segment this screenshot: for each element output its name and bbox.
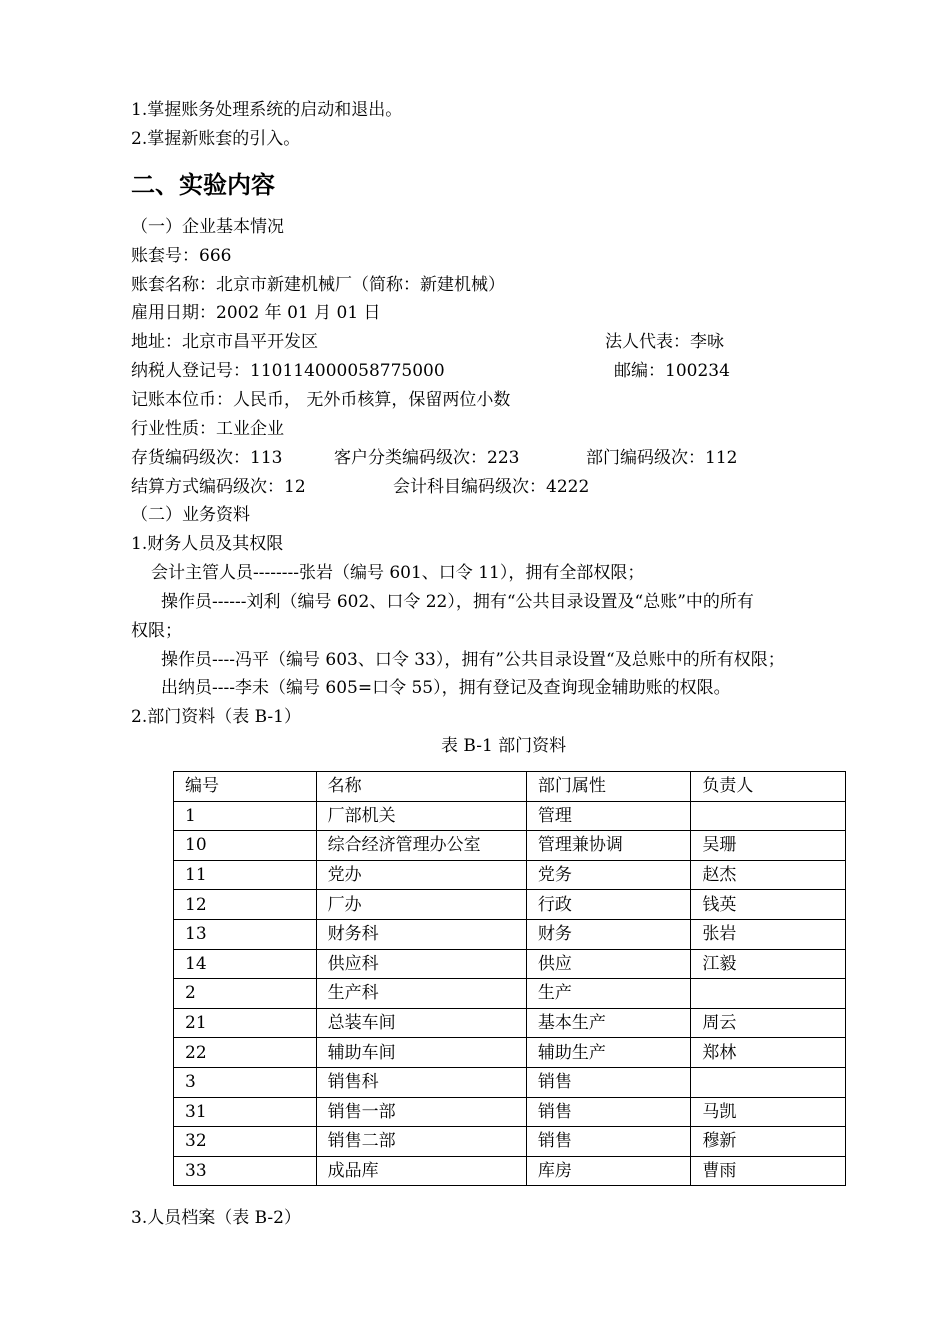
cell-name: 辅助车间	[316, 1038, 526, 1068]
table-caption: 表 B-1 部门资料	[441, 736, 567, 756]
cell-manager: 曹雨	[691, 1156, 846, 1186]
cell-attr: 财务	[526, 919, 691, 949]
cell-name: 厂部机关	[316, 801, 526, 831]
account-no: 账套号：666	[131, 246, 232, 266]
objective-2: 2.掌握新账套的引入。	[131, 129, 301, 149]
cell-manager: 赵杰	[691, 860, 846, 890]
legal-rep: 法人代表：李咏	[605, 332, 724, 352]
cell-manager	[691, 801, 846, 831]
header-manager: 负责人	[691, 772, 846, 802]
cell-code: 2	[174, 979, 317, 1009]
cell-code: 31	[174, 1097, 317, 1127]
cell-attr: 库房	[526, 1156, 691, 1186]
customer-code: 客户分类编码级次：223	[334, 448, 520, 468]
cell-manager	[691, 979, 846, 1009]
address: 地址：北京市昌平开发区	[131, 332, 318, 352]
cell-code: 14	[174, 949, 317, 979]
cell-name: 销售一部	[316, 1097, 526, 1127]
cell-name: 厂办	[316, 890, 526, 920]
table-row	[174, 1067, 846, 1097]
table-row	[174, 1008, 846, 1038]
dept-code: 部门编码级次：112	[586, 448, 738, 468]
cell-name: 总装车间	[316, 1008, 526, 1038]
header-attr: 部门属性	[526, 772, 691, 802]
enterprise-heading: （一）企业基本情况	[131, 217, 284, 237]
cell-code: 21	[174, 1008, 317, 1038]
cell-attr: 生产	[526, 979, 691, 1009]
cell-name: 综合经济管理办公室	[316, 831, 526, 861]
cell-attr: 管理兼协调	[526, 831, 691, 861]
cell-code: 10	[174, 831, 317, 861]
table-row	[174, 919, 846, 949]
cell-name: 销售科	[316, 1067, 526, 1097]
cell-code: 32	[174, 1127, 317, 1157]
cell-manager: 马凯	[691, 1097, 846, 1127]
cell-attr: 基本生产	[526, 1008, 691, 1038]
cell-code: 3	[174, 1067, 317, 1097]
table-row	[174, 1127, 846, 1157]
cell-code: 11	[174, 860, 317, 890]
cell-attr: 辅助生产	[526, 1038, 691, 1068]
staff-line-2a: 操作员------刘利（编号 602、口令 22），拥有“公共目录设置及“总账”中的所有	[161, 592, 754, 612]
cell-manager: 穆新	[691, 1127, 846, 1157]
cell-manager: 周云	[691, 1008, 846, 1038]
account-name: 账套名称：北京市新建机械厂（简称：新建机械）	[131, 275, 505, 295]
subject-code: 会计科目编码级次：4222	[393, 477, 590, 497]
cell-name: 党办	[316, 860, 526, 890]
start-date: 雇用日期：2002 年 01 月 01 日	[131, 303, 381, 323]
cell-code: 12	[174, 890, 317, 920]
tax-id: 纳税人登记号：110114000058775000	[131, 361, 445, 381]
table-row	[174, 1097, 846, 1127]
cell-name: 供应科	[316, 949, 526, 979]
cell-code: 33	[174, 1156, 317, 1186]
staff-line-4: 出纳员----李未（编号 605=口令 55），拥有登记及查询现金辅助账的权限。	[161, 678, 731, 698]
cell-manager: 钱英	[691, 890, 846, 920]
postcode: 邮编：100234	[614, 361, 730, 381]
table-row	[174, 890, 846, 920]
cell-attr: 党务	[526, 860, 691, 890]
settle-code: 结算方式编码级次：12	[131, 477, 306, 497]
cell-manager: 江毅	[691, 949, 846, 979]
table-row	[174, 860, 846, 890]
table-row	[174, 949, 846, 979]
cell-code: 1	[174, 801, 317, 831]
objective-1: 1.掌握账务处理系统的启动和退出。	[131, 100, 403, 120]
cell-attr: 销售	[526, 1097, 691, 1127]
inventory-code: 存货编码级次：113	[131, 448, 283, 468]
section-title: 二、实验内容	[131, 171, 275, 199]
cell-attr: 管理	[526, 801, 691, 831]
industry: 行业性质：工业企业	[131, 419, 284, 439]
table-row	[174, 1156, 846, 1186]
cell-manager	[691, 1067, 846, 1097]
cell-name: 财务科	[316, 919, 526, 949]
cell-attr: 行政	[526, 890, 691, 920]
dept-title: 2.部门资料（表 B-1）	[131, 707, 301, 727]
business-heading: （二）业务资料	[131, 505, 250, 525]
table-header-row	[174, 772, 846, 802]
table-row	[174, 831, 846, 861]
cell-name: 生产科	[316, 979, 526, 1009]
table-row	[174, 979, 846, 1009]
header-name: 名称	[316, 772, 526, 802]
staff-line-1: 会计主管人员--------张岩（编号 601、口令 11），拥有全部权限；	[151, 563, 645, 583]
cell-code: 13	[174, 919, 317, 949]
cell-name: 销售二部	[316, 1127, 526, 1157]
cell-attr: 销售	[526, 1067, 691, 1097]
table-row	[174, 801, 846, 831]
cell-manager: 郑林	[691, 1038, 846, 1068]
currency: 记账本位币：人民币， 无外币核算，保留两位小数	[131, 390, 511, 410]
dept-table	[173, 771, 846, 1186]
staff-line-3: 操作员----冯平（编号 603、口令 33），拥有”公共目录设置“及总账中的所有权限；	[161, 650, 785, 670]
personnel-title: 3.人员档案（表 B-2）	[131, 1208, 301, 1228]
cell-code: 22	[174, 1038, 317, 1068]
staff-title: 1.财务人员及其权限	[131, 534, 284, 554]
cell-name: 成品库	[316, 1156, 526, 1186]
header-code: 编号	[174, 772, 317, 802]
table-row	[174, 1038, 846, 1068]
cell-attr: 供应	[526, 949, 691, 979]
staff-line-2b: 权限；	[131, 621, 182, 641]
cell-manager: 张岩	[691, 919, 846, 949]
cell-attr: 销售	[526, 1127, 691, 1157]
cell-manager: 吴珊	[691, 831, 846, 861]
